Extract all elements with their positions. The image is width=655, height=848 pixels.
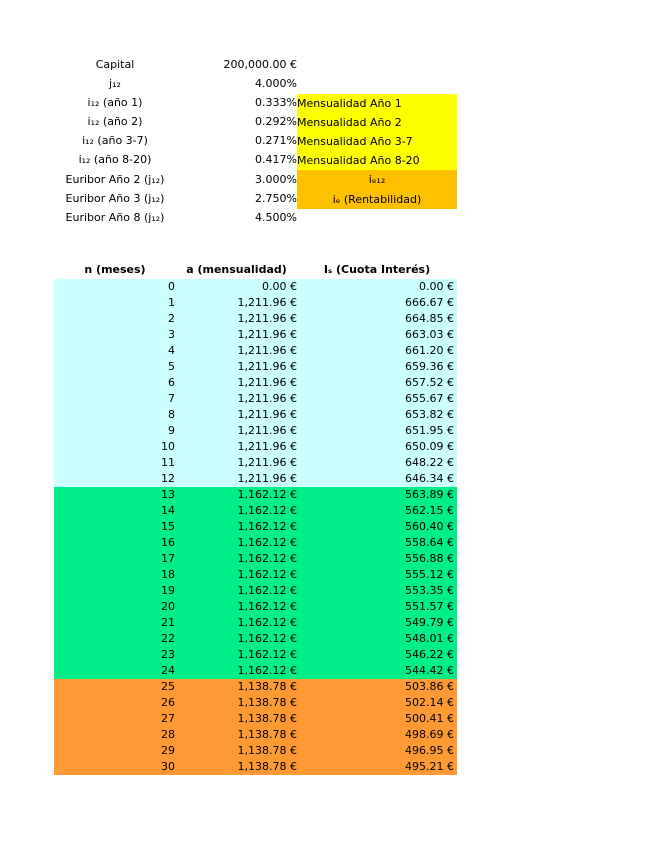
mensualidad-value: 1,211.96 € [237,440,297,453]
cuota-interes-value: 648.22 € [405,456,454,469]
mensualidad-value: 1,211.96 € [237,312,297,325]
mensualidad-value: 1,138.78 € [237,728,297,741]
mensualidad-value: 1,211.96 € [237,360,297,373]
j12-value: 4.000% [255,77,297,90]
i12-year1-label: i₁₂ (año 1) [87,96,143,109]
cuota-interes-value: 651.95 € [405,424,454,437]
mensualidad-value: 1,162.12 € [237,664,297,677]
mensualidad-value: 1,211.96 € [237,344,297,357]
month-number: 30 [161,760,175,773]
table-row [54,599,457,615]
mensualidad-value: 1,211.96 € [237,472,297,485]
euribor-year2-label: Euribor Año 2 (j₁₂) [65,173,165,186]
mensualidad-year8-20-label: Mensualidad Año 8-20 [297,151,457,170]
cuota-interes-value: 548.01 € [405,632,454,645]
mensualidad-value: 1,162.12 € [237,504,297,517]
table-row [54,679,457,695]
table-row [54,375,457,391]
month-number: 11 [161,456,175,469]
i12-year8-20-value: 0.417% [255,153,297,166]
cuota-interes-value: 560.40 € [405,520,454,533]
month-number: 14 [161,504,175,517]
cuota-interes-value: 0.00 € [419,280,454,293]
mensualidad-value: 1,162.12 € [237,536,297,549]
i12-year3-7-value: 0.271% [255,134,297,147]
mensualidad-value: 1,138.78 € [237,712,297,725]
table-row [54,759,457,775]
month-number: 17 [161,552,175,565]
mensualidad-value: 1,138.78 € [237,696,297,709]
month-number: 20 [161,600,175,613]
euribor-year8-label: Euribor Año 8 (j₁₂) [65,211,165,224]
i12-year8-20-label: i₁₂ (año 8-20) [78,153,152,166]
mensualidad-value: 1,162.12 € [237,488,297,501]
table-row [54,391,457,407]
month-number: 7 [168,392,175,405]
table-row [54,631,457,647]
month-number: 0 [168,280,175,293]
month-number: 5 [168,360,175,373]
cuota-interes-value: 646.34 € [405,472,454,485]
cuota-interes-value: 503.86 € [405,680,454,693]
month-number: 29 [161,744,175,757]
capital-label: Capital [95,58,135,71]
table-row [54,647,457,663]
cuota-interes-value: 558.64 € [405,536,454,549]
mensualidad-value: 1,211.96 € [237,328,297,341]
mensualidad-value: 1,211.96 € [237,424,297,437]
cuota-interes-value: 544.42 € [405,664,454,677]
table-row [54,311,457,327]
cuota-interes-value: 657.52 € [405,376,454,389]
mensualidad-year2-label: Mensualidad Año 2 [297,113,457,132]
ie12-label: iₑ₁₂ [297,170,457,190]
capital-value: 200,000.00 € [223,58,297,71]
table-row [54,695,457,711]
month-number: 22 [161,632,175,645]
header-mensualidad: a (mensualidad) [186,263,287,276]
month-number: 9 [168,424,175,437]
mensualidad-value: 1,162.12 € [237,520,297,533]
mensualidad-value: 1,162.12 € [237,648,297,661]
cuota-interes-value: 562.15 € [405,504,454,517]
cuota-interes-value: 659.36 € [405,360,454,373]
cuota-interes-value: 546.22 € [405,648,454,661]
table-row [54,407,457,423]
mensualidad-value: 1,138.78 € [237,760,297,773]
mensualidad-value: 1,211.96 € [237,392,297,405]
cuota-interes-value: 553.35 € [405,584,454,597]
month-number: 24 [161,664,175,677]
month-number: 4 [168,344,175,357]
table-row [54,583,457,599]
cuota-interes-value: 666.67 € [405,296,454,309]
mensualidad-year1-label: Mensualidad Año 1 [297,94,457,113]
euribor-year3-value: 2.750% [255,192,297,205]
table-row [54,711,457,727]
mensualidad-value: 0.00 € [262,280,297,293]
month-number: 21 [161,616,175,629]
table-row [54,727,457,743]
header-n: n (meses) [84,263,146,276]
cuota-interes-value: 551.57 € [405,600,454,613]
mensualidad-value: 1,138.78 € [237,680,297,693]
month-number: 2 [168,312,175,325]
table-row [54,471,457,487]
cuota-interes-value: 549.79 € [405,616,454,629]
cuota-interes-value: 498.69 € [405,728,454,741]
month-number: 18 [161,568,175,581]
i12-year3-7-label: i₁₂ (año 3-7) [82,134,148,147]
cuota-interes-value: 555.12 € [405,568,454,581]
month-number: 16 [161,536,175,549]
header-cuota-interes: Iₛ (Cuota Interés) [323,263,431,276]
table-row [54,423,457,439]
cuota-interes-value: 655.67 € [405,392,454,405]
table-row [54,439,457,455]
cuota-interes-value: 500.41 € [405,712,454,725]
month-number: 13 [161,488,175,501]
month-number: 10 [161,440,175,453]
mensualidad-value: 1,162.12 € [237,600,297,613]
cuota-interes-value: 650.09 € [405,440,454,453]
mensualidad-value: 1,211.96 € [237,408,297,421]
table-row [54,327,457,343]
euribor-year8-value: 4.500% [255,211,297,224]
table-row [54,551,457,567]
month-number: 1 [168,296,175,309]
mensualidad-value: 1,211.96 € [237,296,297,309]
month-number: 3 [168,328,175,341]
i12-year2-label: i₁₂ (año 2) [87,115,143,128]
table-row [54,359,457,375]
i12-year1-value: 0.333% [255,96,297,109]
table-row [54,295,457,311]
cuota-interes-value: 496.95 € [405,744,454,757]
table-row [54,663,457,679]
table-row [54,279,457,295]
table-row [54,567,457,583]
month-number: 26 [161,696,175,709]
table-row [54,519,457,535]
mensualidad-value: 1,211.96 € [237,376,297,389]
mensualidad-value: 1,162.12 € [237,568,297,581]
mensualidad-value: 1,211.96 € [237,456,297,469]
month-number: 15 [161,520,175,533]
cuota-interes-value: 663.03 € [405,328,454,341]
table-row [54,343,457,359]
table-row [54,615,457,631]
cuota-interes-value: 502.14 € [405,696,454,709]
amortization-table [54,279,457,775]
table-row [54,487,457,503]
month-number: 28 [161,728,175,741]
mensualidad-value: 1,162.12 € [237,616,297,629]
cuota-interes-value: 653.82 € [405,408,454,421]
euribor-year2-value: 3.000% [255,173,297,186]
cuota-interes-value: 563.89 € [405,488,454,501]
j12-label: j₁₂ [109,77,121,90]
month-number: 19 [161,584,175,597]
mensualidad-value: 1,162.12 € [237,552,297,565]
cuota-interes-value: 661.20 € [405,344,454,357]
month-number: 8 [168,408,175,421]
month-number: 27 [161,712,175,725]
table-row [54,455,457,471]
mensualidad-value: 1,162.12 € [237,632,297,645]
cuota-interes-value: 495.21 € [405,760,454,773]
mensualidad-year3-7-label: Mensualidad Año 3-7 [297,132,457,151]
table-row [54,743,457,759]
ie-rentabilidad-label: iₑ (Rentabilidad) [297,190,457,209]
mensualidad-value: 1,162.12 € [237,584,297,597]
euribor-year3-label: Euribor Año 3 (j₁₂) [65,192,165,205]
i12-year2-value: 0.292% [255,115,297,128]
month-number: 23 [161,648,175,661]
month-number: 12 [161,472,175,485]
month-number: 6 [168,376,175,389]
table-row [54,535,457,551]
mensualidad-value: 1,138.78 € [237,744,297,757]
month-number: 25 [161,680,175,693]
cuota-interes-value: 556.88 € [405,552,454,565]
table-row [54,503,457,519]
cuota-interes-value: 664.85 € [405,312,454,325]
